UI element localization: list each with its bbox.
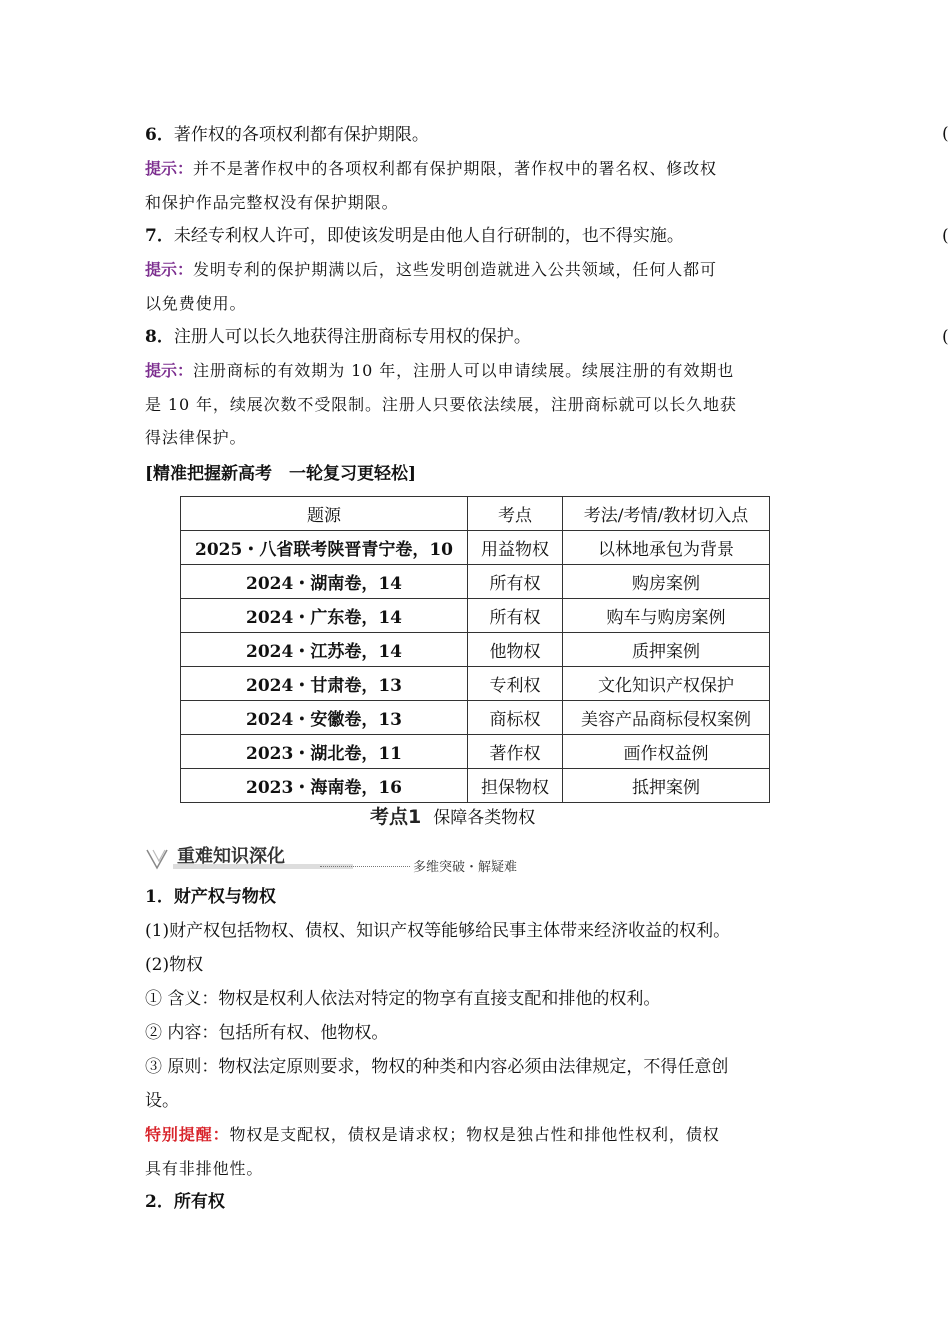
hint-7-line-2: 以免费使用。 — [145, 293, 247, 313]
cell-angle: 抵押案例 — [563, 769, 770, 803]
paragraph-4: ② 内容：包括所有权、他物权。 — [145, 1023, 389, 1043]
cell-angle: 购车与购房案例 — [563, 599, 770, 633]
cell-point: 著作权 — [468, 735, 563, 769]
exam-point-heading — [370, 802, 535, 829]
cell-source: 2024・甘肃卷，13 — [181, 667, 468, 701]
heading-ownership: 2．所有权 — [145, 1192, 225, 1212]
table-header-row — [181, 497, 770, 531]
banner-title: 重难知识深化 — [177, 846, 285, 867]
special-note-line-2: 具有非排他性。 — [145, 1158, 264, 1178]
hint-6-line-2: 和保护作品完整权没有保护期限。 — [145, 192, 399, 212]
cell-point: 商标权 — [468, 701, 563, 735]
exam-point-label: 考点1 — [370, 806, 422, 828]
cell-point: 专利权 — [468, 667, 563, 701]
column-header-angle: 考法/考情/教材切入点 — [563, 497, 770, 531]
table-row — [181, 667, 770, 701]
paragraph-5-line-1: ③ 原则：物权法定原则要求，物权的种类和内容必须由法律规定，不得任意创 — [145, 1057, 729, 1077]
cell-point: 所有权 — [468, 599, 563, 633]
paragraph-1: (1)财产权包括物权、债权、知识产权等能够给民事主体带来经济收益的权利。 — [145, 921, 731, 941]
question-6: 6．著作权的各项权利都有保护期限。 — [145, 125, 429, 145]
cell-angle: 美容产品商标侵权案例 — [563, 701, 770, 735]
paragraph-3: ① 含义：物权是权利人依法对特定的物享有直接支配和排他的权利。 — [145, 989, 661, 1009]
table-row — [181, 735, 770, 769]
table-row — [181, 633, 770, 667]
table-row — [181, 599, 770, 633]
cell-source: 2025・八省联考陕晋青宁卷，10 — [181, 531, 468, 565]
column-header-source: 题源 — [181, 497, 468, 531]
hint-8-line-2: 是 10 年，续展次数不受限制。注册人只要依法续展，注册商标就可以长久地获 — [145, 394, 737, 414]
cell-point: 担保物权 — [468, 769, 563, 803]
table-row — [181, 701, 770, 735]
cell-angle: 购房案例 — [563, 565, 770, 599]
answer-paren-7: ( — [942, 226, 949, 246]
content-body — [145, 880, 810, 1219]
exam-source-table — [180, 496, 770, 803]
hint-6-line-1: 提示：并不是著作权中的各项权利都有保护期限，著作权中的署名权、修改权 — [145, 159, 717, 178]
table-row — [181, 531, 770, 565]
column-header-point: 考点 — [468, 497, 563, 531]
cell-source: 2023・湖北卷，11 — [181, 735, 468, 769]
heading-property-rights: 1．财产权与物权 — [145, 887, 276, 907]
section-title: [精准把握新高考 一轮复习更轻松] — [145, 463, 417, 484]
paragraph-2: (2)物权 — [145, 955, 204, 975]
cell-angle: 文化知识产权保护 — [563, 667, 770, 701]
cell-point: 他物权 — [468, 633, 563, 667]
answer-paren-6: ( — [942, 124, 949, 144]
answer-paren-8: ( — [942, 327, 949, 347]
hint-8-line-1: 提示：注册商标的有效期为 10 年，注册人可以申请续展。续展注册的有效期也 — [145, 361, 735, 380]
cell-source: 2024・湖南卷，14 — [181, 565, 468, 599]
special-note-line-1: 特别提醒：物权是支配权，债权是请求权；物权是独占性和排他性权利，债权 — [145, 1125, 720, 1144]
chevron-icon — [145, 846, 175, 872]
cell-angle: 质押案例 — [563, 633, 770, 667]
table-row — [181, 565, 770, 599]
hint-7-line-1: 提示：发明专利的保护期满以后，这些发明创造就进入公共领域，任何人都可 — [145, 260, 717, 279]
exam-point-title: 保障各类物权 — [433, 808, 536, 828]
question-8: 8．注册人可以长久地获得注册商标专用权的保护。 — [145, 327, 531, 347]
hint-8-line-3: 得法律保护。 — [145, 428, 247, 447]
cell-point: 用益物权 — [468, 531, 563, 565]
cell-source: 2024・广东卷，14 — [181, 599, 468, 633]
section-banner — [145, 842, 545, 876]
cell-point: 所有权 — [468, 565, 563, 599]
banner-dots — [320, 866, 410, 867]
paragraph-5-line-2: 设。 — [145, 1091, 179, 1111]
cell-source: 2024・江苏卷，14 — [181, 633, 468, 667]
question-7: 7．未经专利权人许可，即使该发明是由他人自行研制的，也不得实施。 — [145, 226, 684, 246]
cell-angle: 画作权益例 — [563, 735, 770, 769]
question-list — [145, 118, 810, 491]
cell-source: 2023・海南卷，16 — [181, 769, 468, 803]
banner-subtitle: 多维突破・解疑难 — [413, 860, 518, 875]
cell-angle: 以林地承包为背景 — [563, 531, 770, 565]
cell-source: 2024・安徽卷，13 — [181, 701, 468, 735]
table-row — [181, 769, 770, 803]
